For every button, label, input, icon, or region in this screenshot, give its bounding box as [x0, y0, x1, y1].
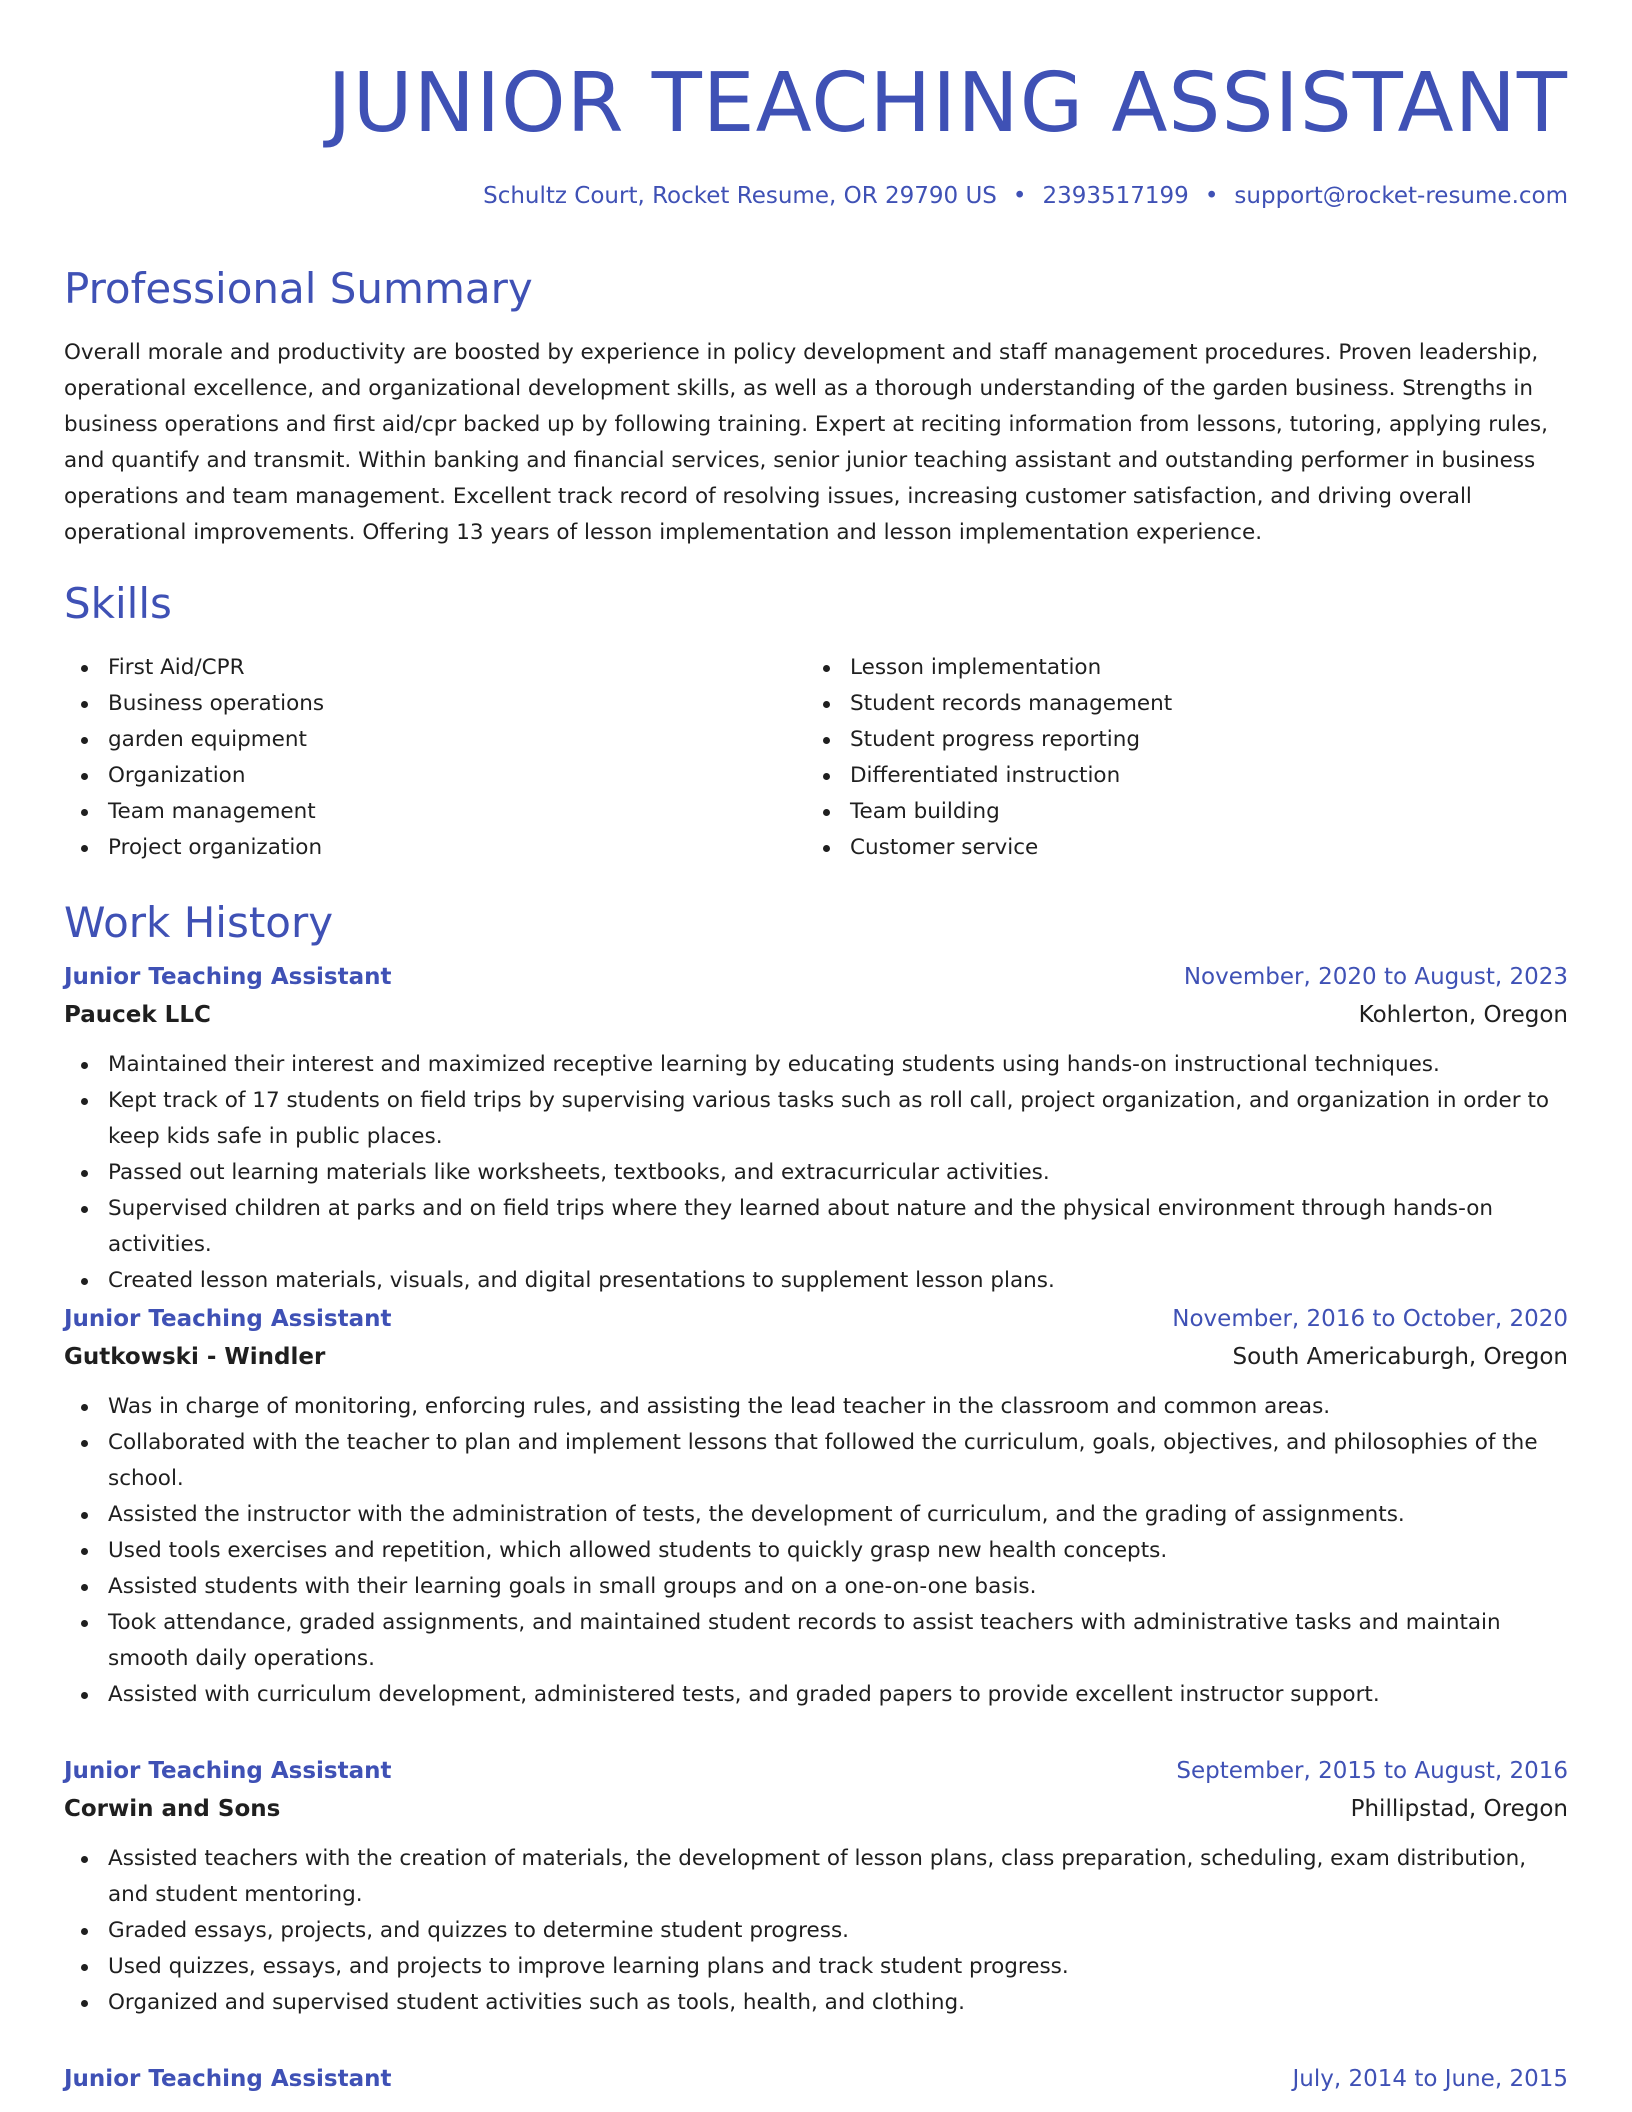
job-bullet: Passed out learning materials like worksheets, textbooks, and extracurricular activities. [64, 1155, 1568, 1191]
contact-phone: 2393517199 [1042, 183, 1189, 209]
job-bullet: Was in charge of monitoring, enforcing rules, and assisting the lead teacher in the classroom and common areas. [64, 1389, 1568, 1425]
skill-item: Team management [64, 794, 806, 830]
job-entry [64, 1303, 1568, 1713]
skill-item: Differentiated instruction [806, 758, 1548, 794]
job-dates: November, 2020 to August, 2023 [1183, 964, 1568, 990]
job-bullets [64, 1389, 1568, 1713]
job-bullet: Supervised children at parks and on field trips where they learned about nature and the physical environment through hands-on activities. [64, 1191, 1568, 1263]
job-bullet: Used quizzes, essays, and projects to improve learning plans and track student progress. [64, 1949, 1568, 1985]
job-title: Junior Teaching Assistant [64, 1306, 392, 1332]
skill-item: Organization [64, 758, 806, 794]
job-bullet: Organized and supervised student activities such as tools, health, and clothing. [64, 1985, 1568, 2021]
job-bullet: Assisted teachers with the creation of materials, the development of lesson plans, class preparation, scheduling, exam distribution, and student mentoring. [64, 1841, 1568, 1913]
job-company: Corwin and Sons [64, 1796, 281, 1822]
job-entry [64, 1755, 1568, 2021]
job-entry [64, 961, 1568, 1299]
skill-item: Student records management [806, 686, 1548, 722]
job-bullet: Assisted students with their learning goals in small groups and on a one-on-one basis. [64, 1569, 1568, 1605]
skill-item: Student progress reporting [806, 722, 1548, 758]
job-bullet: Collaborated with the teacher to plan and implement lessons that followed the curriculum, goals, objectives, and philosophies of the school. [64, 1425, 1568, 1497]
skill-item: Lesson implementation [806, 650, 1548, 686]
job-location: Kohlerton, Oregon [1358, 1002, 1568, 1028]
job-dates: September, 2015 to August, 2016 [1176, 1758, 1568, 1784]
contact-address: Schultz Court, Rocket Resume, OR 29790 US [483, 183, 997, 209]
contact-email: support@rocket-resume.com [1234, 183, 1568, 209]
skill-item: Business operations [64, 686, 806, 722]
job-bullet: Maintained their interest and maximized receptive learning by educating students using hands-on instructional techniques. [64, 1047, 1568, 1083]
skills-list [64, 650, 1568, 866]
job-dates: July, 2014 to June, 2015 [1292, 2066, 1568, 2092]
job-title: Junior Teaching Assistant [64, 1758, 392, 1784]
job-entry [64, 2063, 1568, 2095]
job-bullet: Kept track of 17 students on field trips by supervising various tasks such as roll call, project organization, and organization in order to keep kids safe in public places. [64, 1083, 1568, 1155]
job-bullets [64, 1047, 1568, 1299]
skill-item: Team building [806, 794, 1548, 830]
skills-heading: Skills [64, 579, 172, 628]
job-company: Paucek LLC [64, 1002, 211, 1028]
work-history-heading: Work History [64, 898, 334, 947]
resume-name: JUNIOR TEACHING ASSISTANT [327, 56, 1568, 151]
job-location: South Americaburgh, Oregon [1232, 1344, 1568, 1370]
job-bullet: Assisted the instructor with the administration of tests, the development of curriculum, and the grading of assignments. [64, 1497, 1568, 1533]
skill-item: Customer service [806, 830, 1548, 866]
summary-heading: Professional Summary [64, 264, 533, 313]
skills-column-right [806, 650, 1548, 866]
summary-text: Overall morale and productivity are boosted by experience in policy development and staff management procedures. Proven leadership, operational excellence, and organizational development skills, as well as a thorough understanding of the garden business. Strengths in business operations and first aid/cpr backed up by following training. Expert at reciting information from lessons, tutoring, applying rules, and quantify and transmit. Within banking and financial services, senior junior teaching assistant and outstanding performer in business operations and team management. Excellent track record of resolving issues, increasing customer satisfaction, and driving overall operational improvements. Offering 13 years of lesson implementation and lesson implementation experience. [64, 340, 1548, 545]
job-title: Junior Teaching Assistant [64, 2066, 392, 2092]
job-company: Gutkowski - Windler [64, 1344, 326, 1370]
job-location: Phillipstad, Oregon [1350, 1796, 1568, 1822]
job-dates: November, 2016 to October, 2020 [1172, 1306, 1568, 1332]
skill-item: garden equipment [64, 722, 806, 758]
contact-separator: • [1204, 183, 1219, 209]
skill-item: First Aid/CPR [64, 650, 806, 686]
job-bullet: Used tools exercises and repetition, which allowed students to quickly grasp new health concepts. [64, 1533, 1568, 1569]
job-bullets [64, 1841, 1568, 2021]
job-bullet: Created lesson materials, visuals, and digital presentations to supplement lesson plans. [64, 1263, 1568, 1299]
job-bullet: Took attendance, graded assignments, and maintained student records to assist teachers with administrative tasks and maintain smooth daily operations. [64, 1605, 1568, 1677]
skills-column-left [64, 650, 806, 866]
skill-item: Project organization [64, 830, 806, 866]
job-title: Junior Teaching Assistant [64, 964, 392, 990]
contact-separator: • [1012, 183, 1027, 209]
contact-line [483, 180, 1568, 212]
job-bullet: Graded essays, projects, and quizzes to determine student progress. [64, 1913, 1568, 1949]
job-bullet: Assisted with curriculum development, administered tests, and graded papers to provide excellent instructor support. [64, 1677, 1568, 1713]
